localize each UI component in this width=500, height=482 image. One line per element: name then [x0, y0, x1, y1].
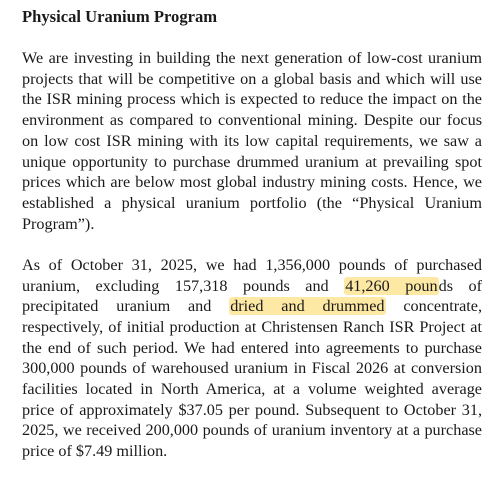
text-run: ds of precipitated uranium and: [22, 276, 483, 316]
paragraph-uranium-holdings: [22, 255, 482, 462]
highlighted-text: 41,260 poun: [345, 276, 438, 295]
section-heading: Physical Uranium Program: [22, 7, 218, 26]
paragraph-program-intro: We are investing in building the next generation of low-cost uranium projects that will be competitive on a global basis and which will use the ISR mining process which is expected to reduce the impact on the environment as compared to conventional mining. Despite our focus on low cost ISR mining with its low capital requirements, we saw a unique opportunity to purchase drummed uranium at prevailing spot prices which are below most global industry mining costs. Hence, we established a physical uranium portfolio (the “Physical Uranium Program”).: [22, 49, 482, 233]
highlighted-text: dried and drummed: [230, 297, 385, 316]
document-page: [22, 6, 482, 462]
text-run: As of October 31, 2025, we had 1,356,000 pounds of purchased uranium, excluding 157,318 pounds and: [22, 255, 482, 295]
text-run: concentrate, respectively, of initial production at Christensen Ranch ISR Project at the end of such period. We had entered into agreements to purchase 300,000 pounds of warehoused uranium in Fiscal 2026 at conversion facilities located in North America, at a volume weighted average price of approximately $37.05 per pound. Subsequent to October 31, 2025, we received 200,000 pounds of uranium inventory at a purchase price of $7.49 million.: [22, 297, 482, 461]
